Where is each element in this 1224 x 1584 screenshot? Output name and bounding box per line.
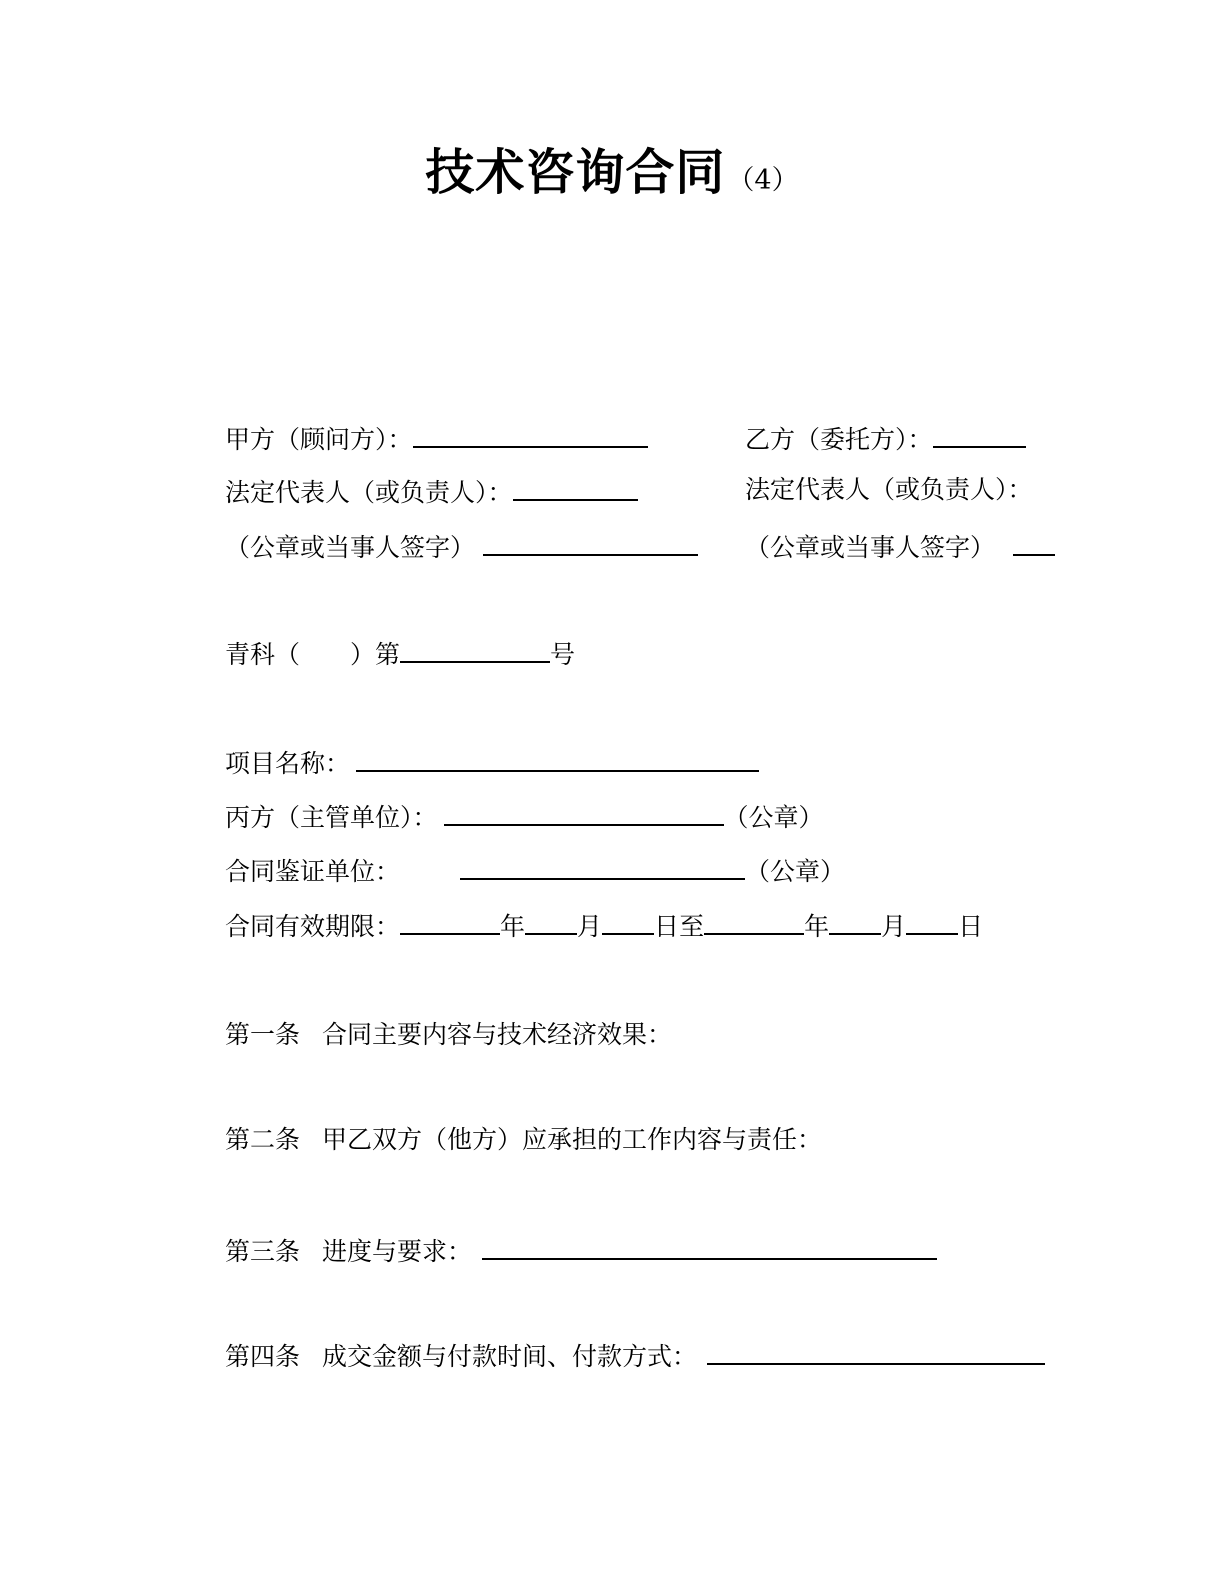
- contract-number-middle: ）第: [350, 640, 401, 669]
- article-1-number: 第一条: [225, 1020, 301, 1049]
- project-name-row: [225, 748, 759, 776]
- party-b-seal-label: （公章或当事人签字）: [745, 533, 996, 562]
- article-1-row: [225, 1022, 672, 1047]
- validity-start-month-unit: 月: [577, 912, 603, 941]
- party-a-seal-label: （公章或当事人签字）: [225, 533, 476, 562]
- witness-unit-blank[interactable]: [460, 856, 745, 880]
- article-2-row: [225, 1127, 822, 1152]
- article-2-number: 第二条: [225, 1125, 301, 1154]
- contract-number-blank[interactable]: [400, 639, 550, 663]
- party-b-name-label: 乙方（委托方）：: [745, 425, 933, 454]
- contract-number-suffix: 号: [550, 640, 576, 669]
- party-a-legal-rep-blank[interactable]: [513, 477, 638, 501]
- project-name-blank[interactable]: [356, 748, 759, 772]
- project-name-label: 项目名称：: [225, 749, 351, 778]
- validity-end-year-unit: 年: [804, 912, 830, 941]
- witness-unit-label: 合同鉴证单位：: [225, 857, 401, 886]
- party-a-name-row: [225, 424, 648, 452]
- party-a-legal-rep-row: [225, 477, 638, 505]
- party-a-legal-rep-label: 法定代表人（或负责人）：: [225, 478, 513, 507]
- validity-end-day-unit: 日: [958, 912, 984, 941]
- contract-number-prefix: 青科（: [225, 640, 301, 669]
- article-3-row: [225, 1236, 937, 1264]
- article-4-blank[interactable]: [707, 1341, 1045, 1365]
- party-a-seal-blank[interactable]: [483, 532, 698, 556]
- article-4-row: [225, 1341, 1045, 1369]
- article-3-blank[interactable]: [482, 1236, 937, 1260]
- party-b-legal-rep-row: [745, 477, 1033, 502]
- article-1-text: 合同主要内容与技术经济效果：: [322, 1020, 673, 1049]
- party-b-name-blank[interactable]: [933, 424, 1026, 448]
- title-suffix-text: （4）: [727, 165, 799, 196]
- party-a-name-blank[interactable]: [413, 424, 648, 448]
- article-2-text: 甲乙双方（他方）应承担的工作内容与责任：: [322, 1125, 823, 1154]
- validity-start-day-blank[interactable]: [602, 911, 654, 935]
- validity-end-month-unit: 月: [881, 912, 907, 941]
- party-c-blank[interactable]: [444, 802, 724, 826]
- article-4-text: 成交金额与付款时间、付款方式：: [322, 1342, 698, 1371]
- page-title: [0, 134, 1224, 204]
- validity-start-year-blank[interactable]: [400, 911, 500, 935]
- party-b-name-row: [745, 424, 1026, 452]
- party-a-seal-row: [225, 532, 698, 560]
- article-3-text: 进度与要求：: [322, 1237, 473, 1266]
- party-c-label: 丙方（主管单位）：: [225, 803, 438, 832]
- validity-period-row: [225, 911, 983, 939]
- contract-number-row: [225, 639, 575, 667]
- witness-unit-row: [225, 856, 845, 884]
- validity-end-year-blank[interactable]: [704, 911, 804, 935]
- party-a-name-label: 甲方（顾问方）：: [225, 425, 413, 454]
- witness-unit-seal-note: （公章）: [745, 857, 846, 886]
- contract-number-year-blank[interactable]: [300, 662, 350, 663]
- validity-start-month-blank[interactable]: [525, 911, 577, 935]
- validity-end-day-blank[interactable]: [906, 911, 958, 935]
- party-b-seal-blank[interactable]: [1013, 532, 1055, 556]
- party-c-seal-note: （公章）: [723, 803, 824, 832]
- article-3-number: 第三条: [225, 1237, 301, 1266]
- validity-period-label: 合同有效期限：: [225, 912, 401, 941]
- validity-end-month-blank[interactable]: [829, 911, 881, 935]
- validity-start-year-unit: 年: [500, 912, 526, 941]
- validity-range-separator: 至: [679, 912, 705, 941]
- article-4-number: 第四条: [225, 1342, 301, 1371]
- validity-start-day-unit: 日: [654, 912, 680, 941]
- party-c-row: [225, 802, 824, 830]
- party-b-seal-row: [745, 532, 1055, 560]
- party-b-legal-rep-label: 法定代表人（或负责人）：: [745, 475, 1033, 504]
- title-main-text: 技术咨询合同: [425, 144, 726, 201]
